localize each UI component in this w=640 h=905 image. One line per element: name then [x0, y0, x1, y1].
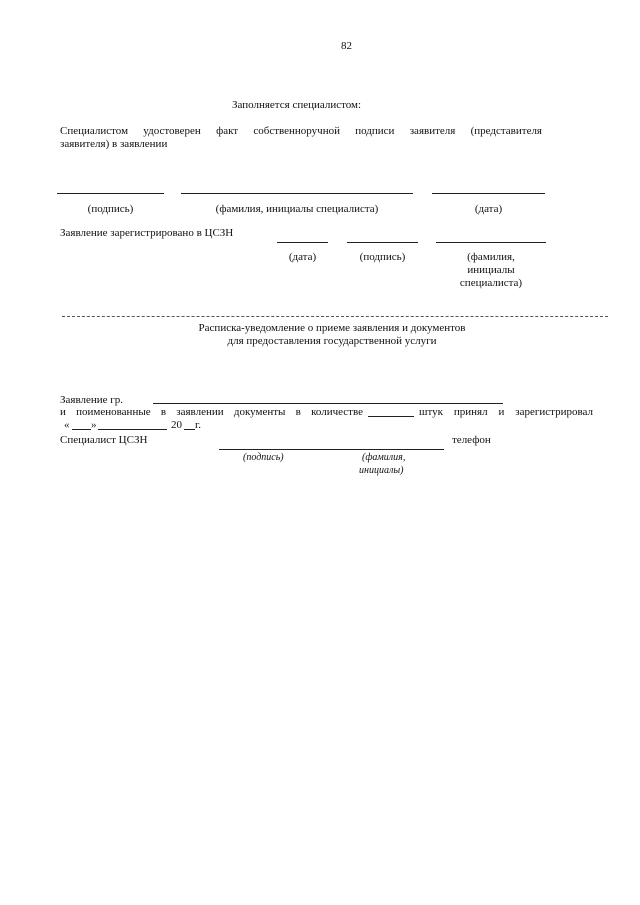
cut-line-divider: [62, 316, 608, 317]
registration-specialist-caption-line1: (фамилия,: [467, 251, 515, 263]
registration-specialist-caption-line2: инициалы: [467, 264, 515, 276]
phone-label: телефон: [452, 434, 491, 446]
date-open-quote: «: [64, 419, 70, 431]
year-suffix: г.: [195, 419, 202, 431]
receipt-month-line[interactable]: [98, 429, 167, 430]
signature-caption: (подпись): [87, 203, 134, 215]
registration-signature-caption: (подпись): [359, 251, 406, 263]
receipt-title-line2: для предоставления государственной услуги: [227, 335, 437, 347]
registered-text: Заявление зарегистрировано в ЦСЗН: [60, 227, 234, 239]
applicant-label: Заявление гр.: [60, 394, 124, 406]
applicant-name-line[interactable]: [153, 403, 503, 404]
receipt-name-caption-line1: (фамилия,: [362, 452, 406, 463]
certification-text-line2: заявителя) в заявлении: [60, 138, 168, 150]
specialist-label: Специалист ЦСЗН: [60, 434, 148, 446]
registration-signature-line[interactable]: [347, 242, 418, 243]
page-number: 82: [341, 40, 352, 52]
certification-text-line1: Специалистом удостоверен факт собственноручной подписи заявителя (представителя: [60, 125, 542, 137]
documents-count-line[interactable]: [368, 416, 414, 417]
date-line[interactable]: [432, 193, 545, 194]
signature-line[interactable]: [57, 193, 164, 194]
receipt-specialist-line[interactable]: [219, 449, 444, 450]
documents-text-a: и поименованные в заявлении документы в количестве: [60, 406, 363, 418]
receipt-day-line[interactable]: [72, 429, 91, 430]
specialist-name-line[interactable]: [181, 193, 413, 194]
documents-text-b: штук принял и зарегистрировал: [419, 406, 593, 418]
receipt-title-line1: Расписка-уведомление о приеме заявления и документов: [198, 322, 466, 334]
date-caption: (дата): [474, 203, 503, 215]
receipt-name-caption-line2: инициалы): [359, 465, 404, 476]
specialist-name-caption: (фамилия, инициалы специалиста): [215, 203, 379, 215]
registration-specialist-line[interactable]: [436, 242, 546, 243]
date-close-quote: »: [91, 419, 97, 431]
receipt-year-line[interactable]: [184, 429, 195, 430]
year-prefix: 20: [171, 419, 182, 431]
section-heading: Заполняется специалистом:: [232, 99, 362, 111]
registration-date-caption: (дата): [288, 251, 317, 263]
registration-specialist-caption-line3: специалиста): [459, 277, 523, 289]
registration-date-line[interactable]: [277, 242, 328, 243]
receipt-signature-caption: (подпись): [243, 452, 284, 463]
